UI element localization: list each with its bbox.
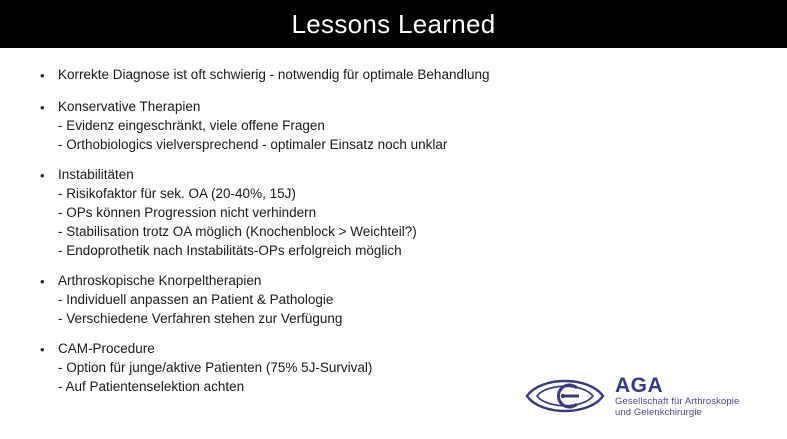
- aga-logo: [523, 367, 773, 425]
- bullet-subitem: - Stabilisation trotz OA möglich (Knochenblock > Weichteil?): [58, 224, 417, 239]
- bullet-subitem: - Orthobiologics vielversprechend - optimaler Einsatz noch unklar: [58, 137, 448, 152]
- bullet-heading: Konservative Therapien: [58, 99, 201, 114]
- bullet-subitem: - Evidenz eingeschränkt, viele offene Fragen: [58, 118, 325, 133]
- bullet-block: [18, 98, 769, 154]
- aga-eye-logo-icon: [523, 370, 607, 422]
- bullet-subitem: - Individuell anpassen an Patient & Pathologie: [58, 292, 334, 307]
- bullet-heading: Arthroskopische Knorpeltherapien: [58, 273, 262, 288]
- aga-logo-subtitle-line2: und Gelenkchirurgie: [615, 406, 702, 418]
- bullet-heading: Instabilitäten: [58, 167, 134, 182]
- bullet-heading: Korrekte Diagnose ist oft schwierig - notwendig für optimale Behandlung: [58, 67, 490, 82]
- aga-logo-subtitle-line1: Gesellschaft für Arthroskopie: [615, 396, 740, 408]
- bullet-block: [18, 66, 769, 84]
- bullet-dot-icon: •: [40, 342, 45, 357]
- bullet-dot-icon: •: [40, 168, 45, 183]
- bullet-subitem: - Endoprothetik nach Instabilitäts-OPs erfolgreich möglich: [58, 243, 402, 258]
- bullet-subitem: - Risikofaktor für sek. OA (20-40%, 15J): [58, 186, 296, 201]
- bullet-subitem: - Option für junge/aktive Patienten (75% 5J-Survival): [58, 360, 373, 375]
- bullet-block: [18, 166, 769, 260]
- bullet-block: [18, 272, 769, 328]
- bullet-subitem: - Verschiedene Verfahren stehen zur Verfügung: [58, 311, 343, 326]
- aga-logo-title: AGA: [615, 374, 664, 398]
- bullet-subitem: - OPs können Progression nicht verhindern: [58, 205, 317, 220]
- bullet-subitem: - Auf Patientenselektion achten: [58, 379, 245, 394]
- bullet-dot-icon: •: [40, 68, 45, 83]
- bullet-heading: CAM-Procedure: [58, 341, 155, 356]
- aga-logo-text: [615, 374, 773, 418]
- bullet-dot-icon: •: [40, 274, 45, 289]
- page-title: Lessons Learned: [291, 9, 496, 39]
- bullet-dot-icon: •: [40, 100, 45, 115]
- slide-title-bar: [0, 0, 787, 48]
